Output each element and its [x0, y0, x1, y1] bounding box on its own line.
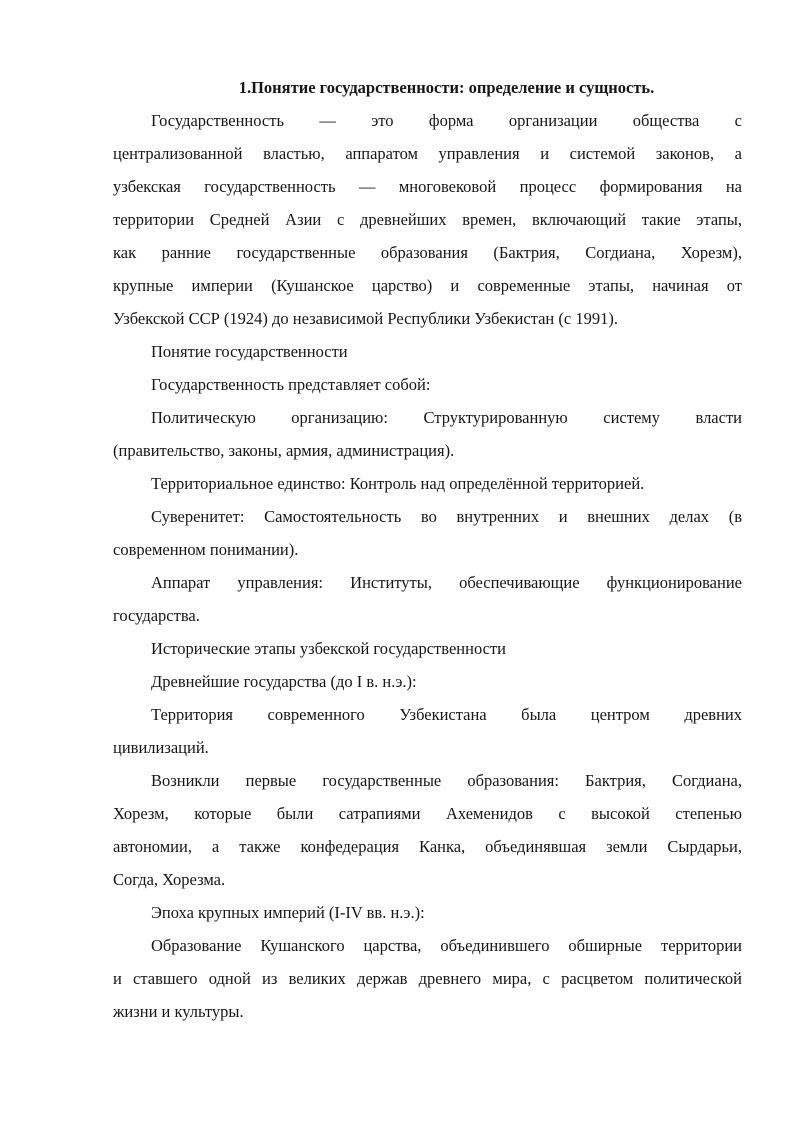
text-line: узбекская государственность — многовековой процесс формирования на: [113, 177, 742, 196]
text-line: Понятие государственности: [151, 342, 348, 361]
text-line: Образование Кушанского царства, объединившего обширные территории: [151, 936, 742, 955]
paragraph: [113, 500, 742, 566]
paragraph: [113, 929, 742, 1028]
text-line: Узбекской ССР (1924) до независимой Республики Узбекистан (с 1991).: [113, 309, 618, 328]
text-line: Древнейшие государства (до I в. н.э.):: [151, 672, 417, 691]
text-line: Государственность — это форма организации общества с: [151, 111, 742, 130]
text-line: как ранние государственные образования (Бактрия, Согдиана, Хорезм),: [113, 243, 742, 262]
text-line: Аппарат управления: Институты, обеспечивающие функционирование: [151, 573, 742, 592]
document-body: [113, 104, 742, 1028]
paragraph: [113, 665, 742, 698]
text-line: (правительство, законы, армия, администрация).: [113, 441, 455, 460]
paragraph: [113, 467, 742, 500]
text-line: и ставшего одной из великих держав древнего мира, с расцветом политической: [113, 969, 742, 988]
paragraph: [113, 335, 742, 368]
text-line: жизни и культуры.: [113, 1002, 244, 1021]
text-line: Суверенитет: Самостоятельность во внутренних и внешних делах (в: [151, 507, 742, 526]
text-line: Политическую организацию: Структурированную систему власти: [151, 408, 742, 427]
paragraph: [113, 566, 742, 632]
text-line: автономии, а также конфедерация Канка, объединявшая земли Сырдарьи,: [113, 837, 742, 856]
text-line: Территориальное единство: Контроль над определённой территорией.: [151, 474, 645, 493]
text-line: крупные империи (Кушанское царство) и современные этапы, начиная от: [113, 276, 742, 295]
text-line: Исторические этапы узбекской государственности: [151, 639, 506, 658]
paragraph: [113, 104, 742, 335]
paragraph: [113, 698, 742, 764]
text-line: централизованной властью, аппаратом управления и системой законов, а: [113, 144, 742, 163]
text-line: современном понимании).: [113, 540, 299, 559]
paragraph: [113, 764, 742, 896]
document-content: [113, 71, 742, 1028]
paragraph: [113, 368, 742, 401]
text-line: Хорезм, которые были сатрапиями Ахеменидов с высокой степенью: [113, 804, 742, 823]
text-line: цивилизаций.: [113, 738, 209, 757]
page-title: 1.Понятие государственности: определение и сущность.: [238, 78, 655, 97]
text-line: государства.: [113, 606, 200, 625]
text-line: Государственность представляет собой:: [151, 375, 431, 394]
text-line: Возникли первые государственные образования: Бактрия, Согдиана,: [151, 771, 742, 790]
paragraph: [113, 896, 742, 929]
text-line: Территория современного Узбекистана была центром древних: [151, 705, 742, 724]
paragraph: [113, 632, 742, 665]
text-line: Эпоха крупных империй (I-IV вв. н.э.):: [151, 903, 425, 922]
text-line: территории Средней Азии с древнейших времен, включающий такие этапы,: [113, 210, 742, 229]
text-line: Согда, Хорезма.: [113, 870, 226, 889]
paragraph: [113, 401, 742, 467]
